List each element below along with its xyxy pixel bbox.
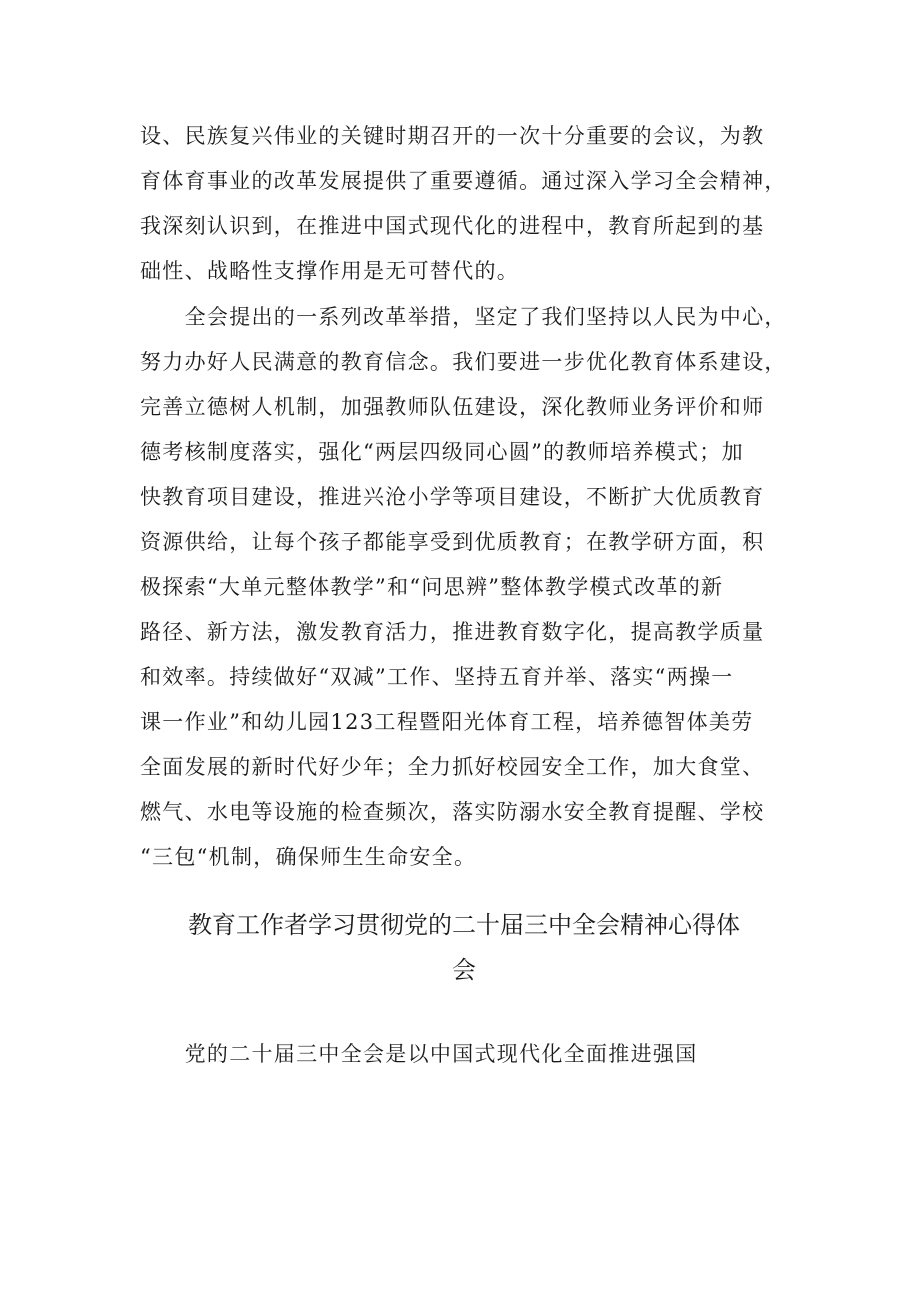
paragraph-line: 育体育事业的改革发展提供了重要遵循。通过深入学习全会精神， — [140, 169, 787, 193]
paragraph-line: 我深刻认识到，在推进中国式现代化的进程中，教育所起到的基 — [140, 214, 765, 238]
paragraph-line: 础性、战略性支撑作用是无可替代的。 — [140, 259, 520, 283]
paragraph-3 — [140, 1032, 788, 1077]
paragraph-line: 快教育项目建设，推进兴沧小学等项目建设，不断扩大优质教育 — [140, 485, 765, 509]
paragraph-line: 和效率。持续做好“双减”工作、坚持五育并举、落实“两操一 — [140, 665, 734, 689]
paragraph-line: 极探索“大单元整体教学”和“问思辨”整体教学模式改革的新 — [140, 575, 724, 599]
paragraph-line: 德考核制度落实，强化“两层四级同心圆”的教师培养模式；加 — [140, 440, 744, 464]
section-heading — [140, 903, 788, 993]
paragraph-line: 完善立德树人机制，加强教师队伍建设，深化教师业务评价和师 — [140, 395, 765, 419]
paragraph-line: 燃气、水电等设施的检查频次，落实防溺水安全教育提醒、学校 — [140, 800, 765, 824]
paragraph-line: 设、民族复兴伟业的关键时期召开的一次十分重要的会议，为教 — [140, 124, 765, 148]
heading-line: 会 — [452, 956, 476, 984]
paragraph-line: 课一作业”和幼儿园123工程暨阳光体育工程，培养德智体美劳 — [140, 710, 754, 734]
paragraph-1 — [140, 114, 788, 294]
paragraph-line: 路径、新方法，激发教育活力，推进教育数字化，提高教学质量 — [140, 620, 765, 644]
paragraph-line: “三包“机制，确保师生生命安全。 — [140, 845, 477, 869]
paragraph-line: 资源供给，让每个孩子都能享受到优质教育；在教学研方面，积 — [140, 530, 765, 554]
paragraph-line: 努力办好人民满意的教育信念。我们要进一步优化教育体系建设， — [140, 350, 787, 374]
paragraph-line: 全会提出的一系列改革举措，坚定了我们坚持以人民为中心， — [140, 305, 787, 329]
paragraph-2 — [140, 295, 788, 880]
paragraph-line: 党的二十届三中全会是以中国式现代化全面推进强国 — [140, 1042, 698, 1066]
paragraph-line: 全面发展的新时代好少年；全力抓好校园安全工作，加大食堂、 — [140, 755, 765, 779]
heading-line: 教育工作者学习贯彻党的二十届三中全会精神心得体 — [188, 911, 740, 939]
